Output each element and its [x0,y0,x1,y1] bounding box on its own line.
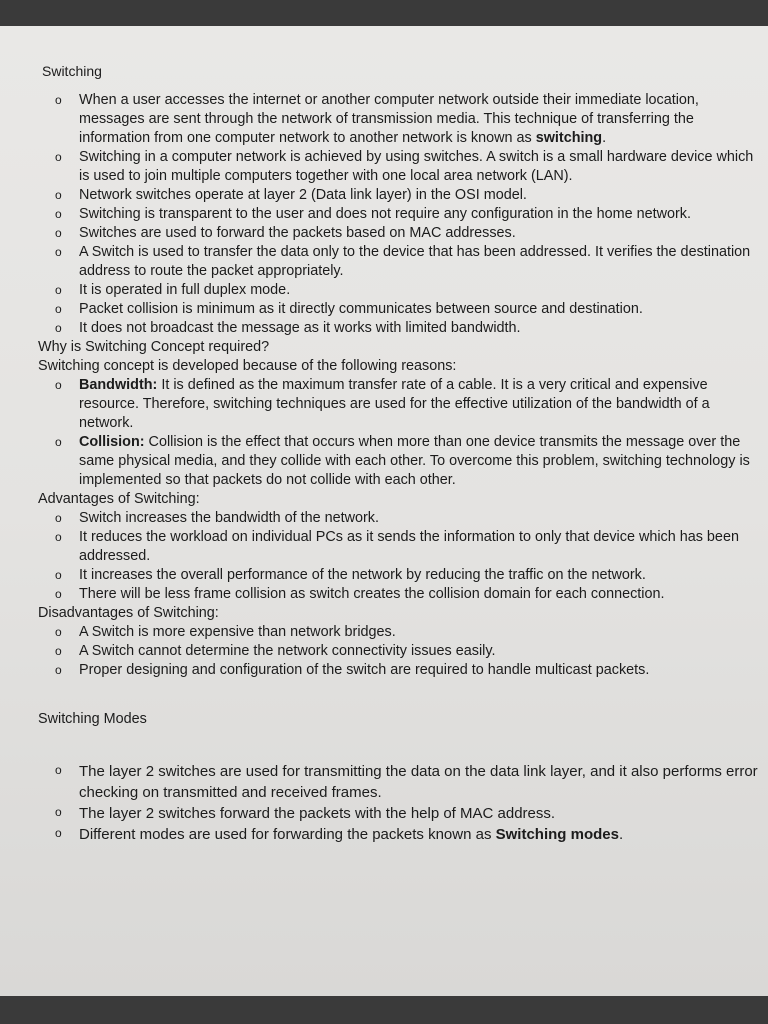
modes-heading: Switching Modes [38,711,147,727]
list-item: o Packet collision is minimum as it directly communicates between source and destination. [55,301,643,317]
list-item: o A Switch is more expensive than network bridges. [55,624,396,640]
bullet-icon: o [55,530,62,544]
bullet-icon: o [55,435,62,449]
advantages-list [38,509,758,604]
bullet-icon: o [55,207,62,221]
bullet-icon: o [55,188,62,202]
list-item: o Switches are used to forward the packets based on MAC addresses. [55,225,516,241]
list-item: o When a user accesses the internet or another computer network outside their immediate location, messages are sent through the network of transmission media. This technique of transferring the information from one computer network to another network is known as switching. [55,92,699,146]
list-item: o The layer 2 switches are used for transmitting the data on the data link layer, and it also performs error checking on transmitted and received frames. [55,763,758,801]
bullet-icon: o [55,826,62,840]
bullet-icon: o [55,511,62,525]
list-item: o A Switch cannot determine the network connectivity issues easily. [55,643,496,659]
list-item: o It is operated in full duplex mode. [55,282,291,298]
document-page [0,26,768,996]
bullet-icon: o [55,625,62,639]
bullet-icon: o [55,378,62,392]
why-list [38,376,758,490]
list-item: o Switching in a computer network is achieved by using switches. A switch is a small hardware device which is used to join multiple computers together with one local area network (LAN). [55,149,754,184]
why-intro: Switching concept is developed because of the following reasons: [38,358,457,374]
bullet-icon: o [55,302,62,316]
list-item: o It increases the overall performance of the network by reducing the traffic on the network. [55,567,646,583]
spacer [38,680,758,710]
page-title: Switching [42,63,102,79]
bullet-icon: o [55,568,62,582]
list-item: o Switch increases the bandwidth of the network. [55,510,379,526]
modes-list [38,761,758,845]
disadvantages-list [38,623,758,680]
list-item: o Bandwidth: It is defined as the maximum transfer rate of a cable. It is a very critical and expensive resource. Therefore, switching techniques are used for the effective utilization of the bandwidth of a network. [55,377,710,431]
intro-list [38,91,758,338]
bullet-icon: o [55,245,62,259]
spacer [38,729,758,761]
disadvantages-heading: Disadvantages of Switching: [38,605,219,621]
bullet-icon: o [55,321,62,335]
list-item: o Network switches operate at layer 2 (Data link layer) in the OSI model. [55,187,527,203]
bullet-icon: o [55,663,62,677]
advantages-heading: Advantages of Switching: [38,491,200,507]
bullet-icon: o [55,150,62,164]
why-heading: Why is Switching Concept required? [38,339,270,355]
list-item: o Proper designing and configuration of the switch are required to handle multicast packets. [55,662,650,678]
bullet-icon: o [55,226,62,240]
list-item: o Switching is transparent to the user and does not require any configuration in the home network. [55,206,691,222]
bullet-icon: o [55,283,62,297]
bullet-icon: o [55,644,62,658]
list-item: o The layer 2 switches forward the packets with the help of MAC address. [55,805,556,822]
list-item: o There will be less frame collision as switch creates the collision domain for each connection. [55,586,665,602]
list-item: o Collision: Collision is the effect that occurs when more than one device transmits the message over the same physical media, and they collide with each other. To overcome this problem, switching technology is implemented so that packets do not collide with each other. [55,434,750,488]
list-item: o It does not broadcast the message as it works with limited bandwidth. [55,320,521,336]
bullet-icon: o [55,763,62,777]
list-item: o A Switch is used to transfer the data only to the device that has been addressed. It verifies the destination address to route the packet appropriately. [55,244,751,279]
bullet-icon: o [55,93,62,107]
list-item: o Different modes are used for forwarding the packets known as Switching modes. [55,826,624,843]
bullet-icon: o [55,805,62,819]
bullet-icon: o [55,587,62,601]
list-item: o It reduces the workload on individual PCs as it sends the information to only that device which has been addressed. [55,529,739,564]
document-content [38,62,758,845]
